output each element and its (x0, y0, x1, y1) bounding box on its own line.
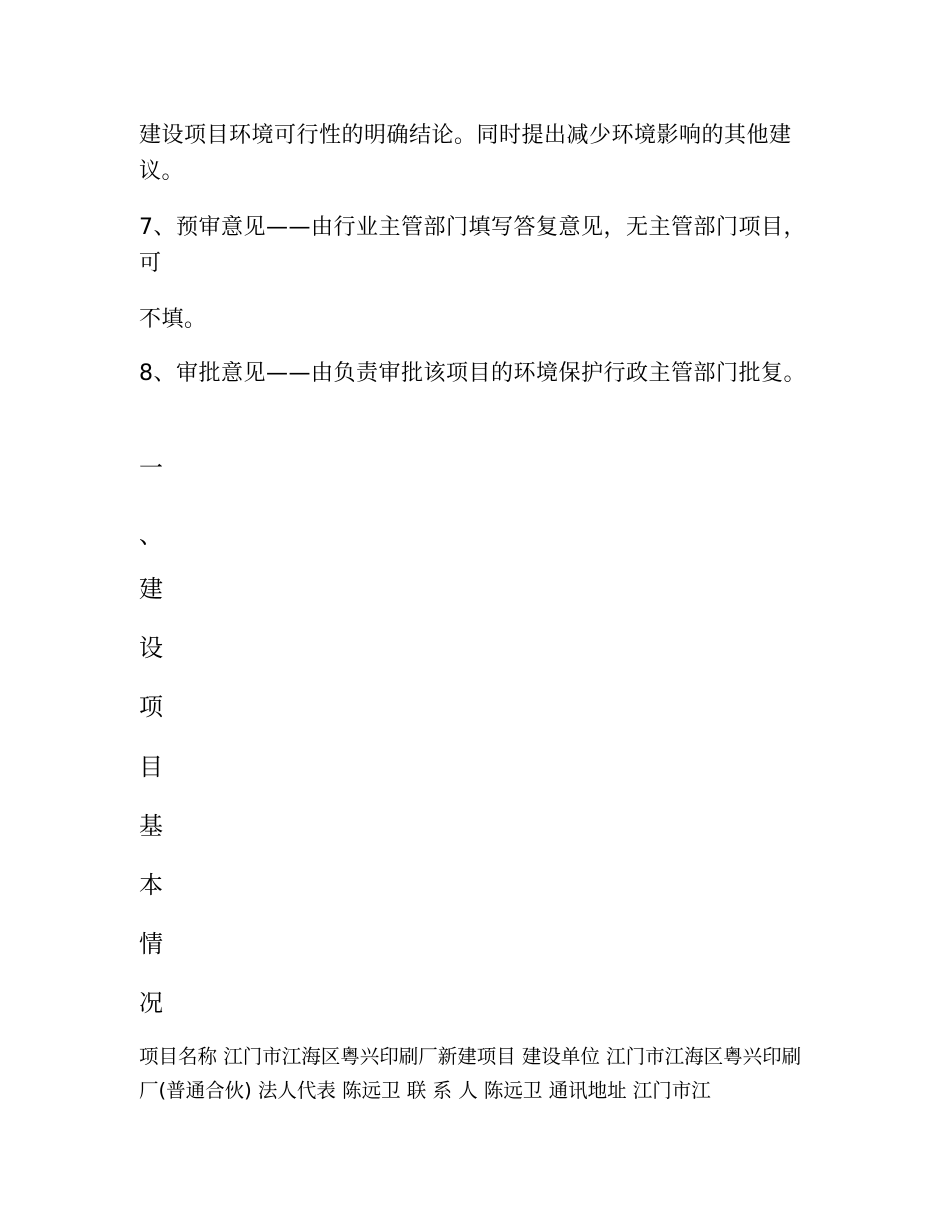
paragraph-conclusion: 建设项目环境可行性的明确结论。同时提出减少环境影响的其他建议。 (139, 123, 792, 184)
heading-char: 本 (139, 871, 163, 899)
paragraph-no-fill: 不填。 (139, 307, 207, 332)
heading-char: 况 (139, 989, 163, 1017)
heading-char: 、 (139, 521, 163, 549)
heading-char: 情 (139, 930, 163, 958)
heading-char: 目 (139, 753, 163, 781)
heading-char: 基 (139, 812, 163, 840)
heading-char: 设 (139, 634, 163, 662)
paragraph-approval-opinion: 8、审批意见——由负责审批该项目的环境保护行政主管部门批复。 (139, 361, 806, 386)
project-info-text: 项目名称 江门市江海区粤兴印刷厂新建项目 建设单位 江门市江海区粤兴印刷厂(普通合伙) 法人代表 陈远卫 联 系 人 陈远卫 通讯地址 江门市江 (139, 1045, 802, 1102)
heading-char: 项 (139, 693, 163, 721)
heading-char: 一 (139, 454, 163, 482)
heading-char: 建 (139, 575, 163, 603)
paragraph-preliminary-review: 7、预审意见——由行业主管部门填写答复意见，无主管部门项目，可 (139, 215, 806, 276)
